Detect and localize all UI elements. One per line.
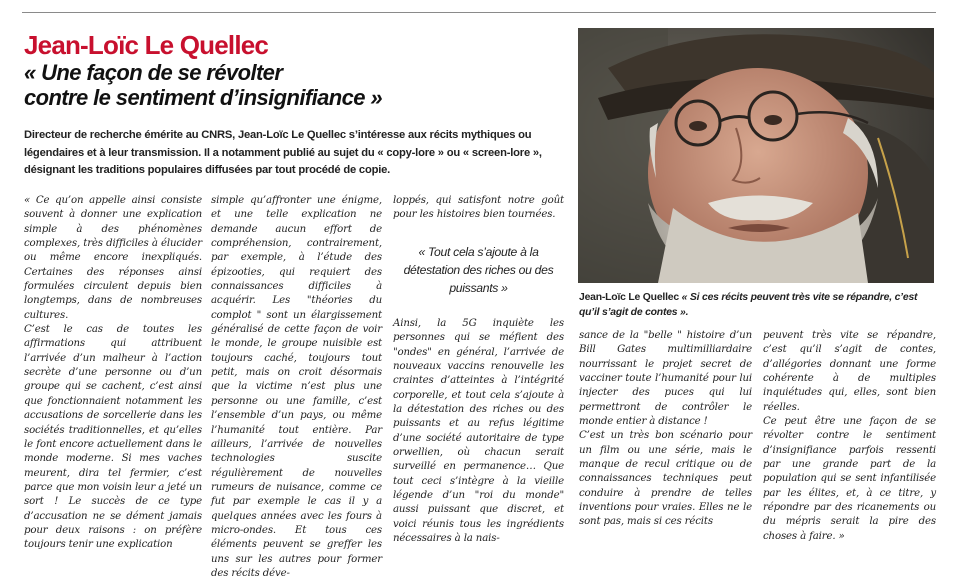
body-column-5 xyxy=(763,329,936,544)
top-rule xyxy=(22,12,936,13)
intro-paragraph: Directeur de recherche émérite au CNRS, Jean-Loïc Le Quellec s’intéresse aux récits mythiques ou légendaires et à leur transmission. Il a notamment publié au sujet du « copy-lore » ou « screen-lore », désignant les traditions populaires diffusées par tout procédé de copie. xyxy=(24,129,542,176)
body-column-2 xyxy=(211,194,382,581)
portrait-photo xyxy=(578,28,934,283)
body-paragraph: loppés, qui satisfont notre goût pour les histoires bien tournées. xyxy=(393,195,564,221)
headline-line-2: contre le sentiment d’insignifiance » xyxy=(24,85,382,110)
body-column-3-bottom xyxy=(393,317,564,547)
body-paragraph: Ce peut être une façon de se révolter contre le sentiment d’insignifiance parfois ressenti par une grande part de la population qui se sent infantilisée par les élites, et, à ce titre, y répondre par des ricanements ou du mépris serait la pire des choses à faire. » xyxy=(763,416,936,542)
body-paragraph: simple qu’affronter une énigme, et une telle explication ne demande aucun effort de compréhension, contrairement, par exemple, à l’étude des épizooties, qui requiert des connaissances difficiles à acquérir. Les "théories du complot " sont un élargissement généralisé de cette façon de voir le monde, le groupe nuisible est toujours caché, toujours tout petit, mais on croit désormais que la victime n’est plus une personne ou une famille, c’est l’ensemble d’un pays, ou même l’humanité tout entière. Par ailleurs, l’arrivée de nouvelles technologies suscite régulièrement de nouvelles rumeurs de nuisance, comme ce fut par exemple le cas il y a quelques années avec les fours à micro-ondes. Et tous ces éléments peuvent se greffer les uns sur les autres pour former des récits déve- xyxy=(211,195,382,579)
body-paragraph: « Ce qu’on appelle ainsi consiste souvent à donner une explication simple à des phénomènes complexes, très difficiles à élucider ou même encore inexpliqués. Certaines des réponses ainsi formulées circulent depuis bien longtemps, dans de nombreuses cultures. xyxy=(24,195,202,321)
author-name: Jean-Loïc Le Quellec xyxy=(24,30,269,60)
headline-line-1: « Une façon de se révolter xyxy=(24,60,283,85)
body-column-3-top xyxy=(393,194,564,223)
caption-name: Jean-Loïc Le Quellec xyxy=(579,292,679,303)
body-paragraph: C’est un très bon scénario pour un film ou une série, mais le manque de recul critique ou de connaissances techniques peut conduire à prendre de telles inventions pour vraies. Elles ne le sont pas, mais si ces récits xyxy=(579,430,752,528)
body-paragraph: sance de la "belle " histoire d’un Bill Gates multimilliardaire nourrissant le projet secret de vacciner toute l’humanité pour lui injecter des puces qui lui permettront de contrôler le monde entier à distance ! xyxy=(579,330,752,428)
pull-quote: « Tout cela s’ajoute à la détestation des riches ou des puissants » xyxy=(403,245,554,295)
photo-caption xyxy=(579,290,936,320)
body-paragraph: Ainsi, la 5G inquiète les personnes qui se méfient des "ondes" en général, l’arrivée de nouveaux vaccins renouvelle les craintes d’atteintes à l’intégrité corporelle, et tout cela s’ajoute à la détestation des riches ou des puissants et au refus légitime d’une société autoritaire de type orwellien, où chacun serait surveillé en permanence… Que tout ceci s’intègre à la vieille légende d’un "roi du monde" aussi puissant que discret, et voici réunis tous les ingrédients nécessaires à la nais- xyxy=(393,318,564,545)
body-paragraph: C’est le cas de toutes les affirmations qui attribuent l’arrivée d’un malheur à l’action secrète d’une personne ou d’un groupe qui se cachent, c’est ainsi que fonctionnaient notamment les accusations de sorcellerie dans les sociétés traditionnelles, et qu’elles le font encore actuellement dans le monde moderne. Si mes vaches meurent, dira tel fermier, c’est parce que mon voisin leur a jeté un sort ! Le succès de ce type d’accusation ne se dément jamais pour deux raisons : on préfère toujours tenir une explication xyxy=(24,324,202,551)
body-column-1 xyxy=(24,194,202,553)
caption-quote: « Si ces récits peuvent très vite se répandre, c’est qu’il s’agit de contes ». xyxy=(579,292,918,318)
body-paragraph: peuvent très vite se répandre, c’est qu’il s’agit de contes, d’allégories donnant une forme cohérente à de multiples inquiétudes qui, elles, sont bien réelles. xyxy=(763,330,936,413)
body-column-4 xyxy=(579,329,752,530)
article-headline xyxy=(24,60,382,110)
